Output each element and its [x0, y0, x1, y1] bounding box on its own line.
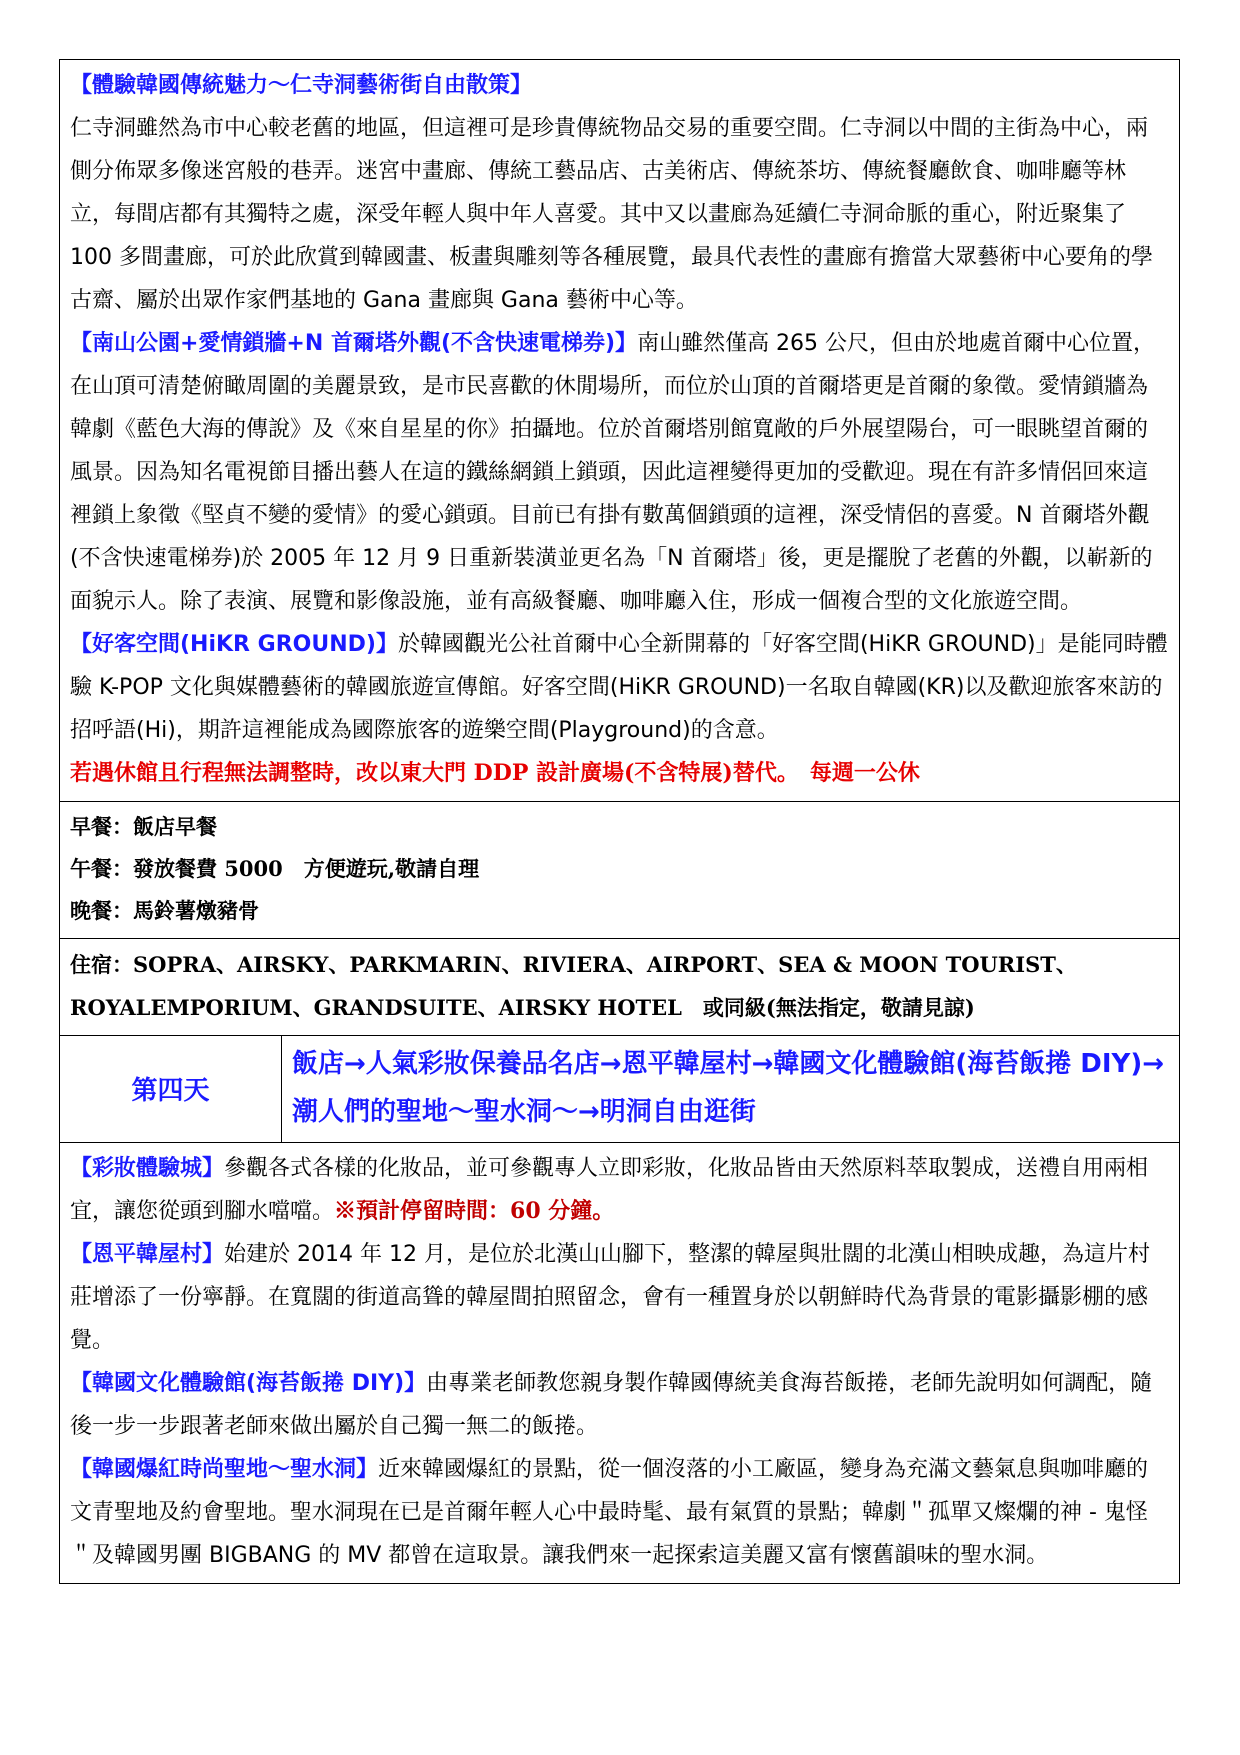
eunpyeong-paragraph: [70, 1233, 1169, 1362]
namsan-text: 南山雖然僅高 265 公尺，但由於地處首爾中心位置，在山頂可清楚俯瞰周圍的美麗景致，是市民喜歡的休閒場所，而位於山頂的首爾塔更是首爾的象徵。愛情鎖牆為韓劇《藍色大海的傳說》及《來自星星的你》拍攝地。位於首爾塔別館寬敞的戶外展望陽台，可一眼眺望首爾的風景。因為知名電視節目播出藝人在這的鐵絲網鎖上鎖頭，因此這裡變得更加的受歡迎。現在有許多情侶回來這裡鎖上象徵《堅貞不變的愛情》的愛心鎖頭。目前已有掛有數萬個鎖頭的這裡，深受情侶的喜愛。N 首爾塔外觀(不含快速電梯券)於 2005 年 12 月 9 日重新裝潢並更名為「N 首爾塔」後，更是擺脫了老舊的外觀，以嶄新的面貌示人。除了表演、展覽和影像設施，並有高級餐廳、咖啡廳入住，形成一個複合型的文化旅遊空間。: [70, 331, 1156, 614]
day4-label: 第四天: [60, 1036, 282, 1143]
hikr-paragraph: [70, 623, 1169, 795]
hotel-line: 住宿：SOPRA、AIRSKY、PARKMARIN、RIVIERA、AIRPORT、SEA & MOON TOURIST、ROYALEMPORIUM、GRANDSUITE、AIRSKY HOTEL 或同級(無法指定，敬請見諒): [70, 952, 1077, 1020]
itinerary-table: [59, 59, 1180, 1584]
lunch-line: 午餐：發放餐費 5000 方便遊玩,敬請自理: [70, 856, 480, 881]
eunpyeong-text: 始建於 2014 年 12 月，是位於北漢山山腳下，整潔的韓屋與壯闊的北漢山相映成趣，為這片村莊增添了一份寧靜。在寬闊的街道高聳的韓屋間拍照留念，會有一種置身於以朝鮮時代為背景的電影攝影棚的感覺。: [70, 1242, 1150, 1353]
namsan-title: 【南山公園+愛情鎖牆+N 首爾塔外觀(不含快速電梯券)】: [70, 331, 638, 356]
insadong-paragraph: [70, 64, 1169, 322]
cosmetics-stay-time: ※預計停留時間：60 分鐘。: [334, 1198, 615, 1224]
culture-title: 【韓國文化體驗館(海苔飯捲 DIY)】: [70, 1371, 427, 1396]
namsan-paragraph: [70, 322, 1169, 623]
day3-attractions-row: [60, 60, 1180, 802]
culture-paragraph: [70, 1362, 1169, 1448]
day3-hotel-cell: [60, 939, 1180, 1036]
day4-attractions-row: [60, 1143, 1180, 1584]
day4-route: 飯店→人氣彩妝保養品名店→恩平韓屋村→韓國文化體驗館(海苔飯捲 DIY)→潮人們的聖地～聖水洞～→明洞自由逛街: [282, 1036, 1180, 1143]
hikr-text: 於韓國觀光公社首爾中心全新開幕的「好客空間(HiKR GROUND)」是能同時體驗 K-POP 文化與媒體藝術的韓國旅遊宣傳館。好客空間(HiKR GROUND)一名取自韓國(KR)以及歡迎旅客來訪的招呼語(Hi)，期許這裡能成為國際旅客的遊樂空間(Playground)的含意。: [70, 632, 1168, 743]
insadong-title: 【體驗韓國傳統魅力～仁寺洞藝術街自由散策】: [70, 73, 533, 98]
day3-meals-cell: [60, 802, 1180, 939]
cosmetics-text: 參觀各式各樣的化妝品，並可參觀專人立即彩妝，化妝品皆由天然原料萃取製成，送禮自用兩相宜，讓您從頭到腳水噹噹。: [70, 1156, 1149, 1224]
breakfast-line: 早餐：飯店早餐: [70, 814, 217, 839]
day3-hotel-row: [60, 939, 1180, 1036]
culture-text: 由專業老師教您親身製作韓國傳統美食海苔飯捲，老師先說明如何調配，隨後一步一步跟著老師來做出屬於自己獨一無二的飯捲。: [70, 1371, 1153, 1439]
insadong-text: 仁寺洞雖然為市中心較老舊的地區，但這裡可是珍貴傳統物品交易的重要空間。仁寺洞以中間的主街為中心，兩側分佈眾多像迷宮般的巷弄。迷宮中畫廊、傳統工藝品店、古美術店、傳統茶坊、傳統餐廳飲食、咖啡廳等林立，每間店都有其獨特之處，深受年輕人與中年人喜愛。其中又以畫廊為延續仁寺洞命脈的重心，附近聚集了 100 多間畫廊，可於此欣賞到韓國畫、板畫與雕刻等各種展覽，最具代表性的畫廊有擔當大眾藝術中心要角的學古齋、屬於出眾作家們基地的 Gana 畫廊與 Gana 藝術中心等。: [70, 116, 1153, 313]
hikr-title: 【好客空間(HiKR GROUND)】: [70, 632, 398, 657]
day3-meals-row: [60, 802, 1180, 939]
seongsu-paragraph: [70, 1448, 1169, 1577]
cosmetics-paragraph: [70, 1147, 1169, 1233]
cosmetics-title: 【彩妝體驗城】: [70, 1156, 225, 1181]
seongsu-text: 近來韓國爆紅的景點，從一個沒落的小工廠區，變身為充滿文藝氣息與咖啡廳的文青聖地及約會聖地。聖水洞現在已是首爾年輕人心中最時髦、最有氣質的景點；韓劇＂孤單又燦爛的神 - 鬼怪＂及韓國男團 BIGBANG 的 MV 都曾在這取景。讓我們來一起探索這美麗又富有懷舊韻味的聖水洞。: [70, 1457, 1149, 1568]
eunpyeong-title: 【恩平韓屋村】: [70, 1242, 225, 1267]
day4-attractions-cell: [60, 1143, 1180, 1584]
hikr-notice: 若遇休館且行程無法調整時，改以東大門 DDP 設計廣場(不含特展)替代。 每週一公休: [70, 760, 920, 786]
seongsu-title: 【韓國爆紅時尚聖地～聖水洞】: [70, 1457, 379, 1482]
dinner-line: 晚餐：馬鈴薯燉豬骨: [70, 898, 259, 923]
day4-header-row: [60, 1036, 1180, 1143]
day3-attractions-cell: [60, 60, 1180, 802]
